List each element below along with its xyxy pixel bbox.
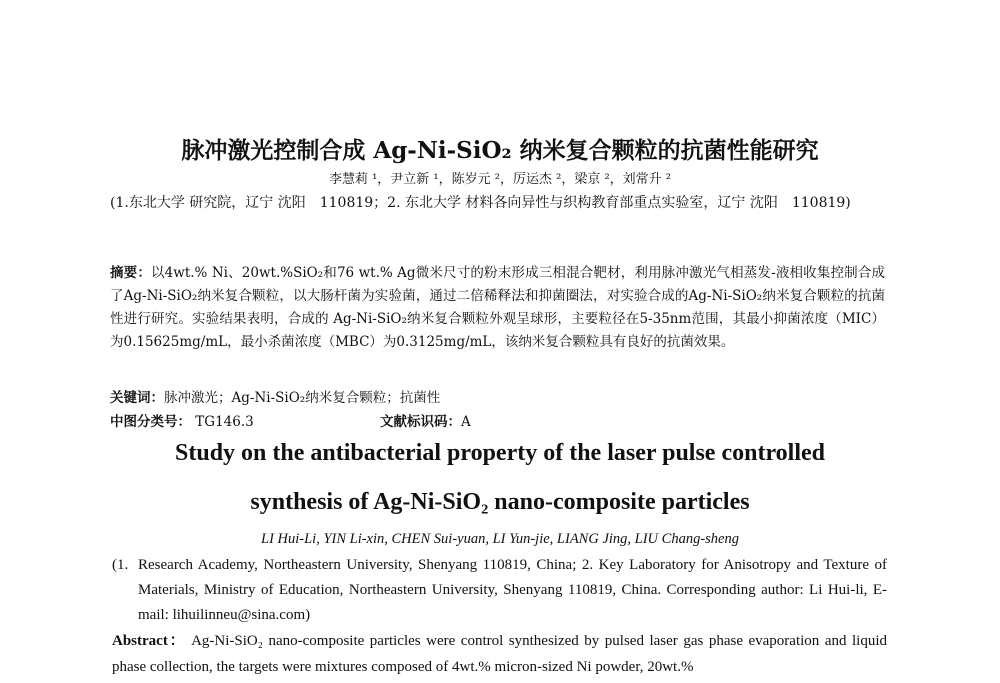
english-title-line-1: Study on the antibacterial property of the laser pulse controlled [175, 440, 825, 466]
document-code-label: 文献标识码： [380, 414, 461, 430]
classification-label: 中图分类号： [110, 414, 191, 430]
english-abstract-text: Ag-Ni-SiO₂ nano-composite particles were control synthesized by pulsed laser gas phase evaporation and liquid phase collection, the targets were mixtures composed of 4wt.% micron-sized Ni powder, 20wt.% [112, 633, 887, 675]
chinese-keywords-label: 关键词： [110, 390, 164, 406]
chinese-abstract-label: 摘要： [110, 265, 152, 281]
english-abstract [112, 628, 887, 680]
english-affiliation [112, 553, 887, 628]
classification-line [110, 410, 810, 430]
chinese-authors: 李慧莉 ¹，尹立新 ¹，陈岁元 ²，厉运杰 ²，梁京 ²，刘常升 ² [328, 172, 672, 187]
document-code [380, 410, 471, 430]
document-code-value: A [461, 414, 471, 430]
english-abstract-label: Abstract： [112, 633, 187, 649]
chinese-keywords [110, 386, 440, 406]
chinese-abstract-text: 以4wt.% Ni、20wt.%SiO₂和76 wt.% Ag微米尺寸的粉末形成三相混合靶材，利用脉冲激光气相蒸发-液相收集控制合成了Ag-Ni-SiO₂纳米复合颗粒，以大肠杆菌为实验菌，通过二倍稀释法和抑菌圈法，对实验合成的Ag-Ni-SiO₂纳米复合颗粒的抗菌性进行研究。实验结果表明，合成的 Ag-Ni-SiO₂纳米复合颗粒外观呈球形，主要粒径在5-35nm范围，其最小抑菌浓度（MIC）为0.15625mg/mL，最小杀菌浓度（MBC）为0.3125mg/mL，该纳米复合颗粒具有良好的抗菌效果。 [110, 265, 886, 350]
classification-value: TG146.3 [195, 414, 254, 430]
english-title-line-2: synthesis of Ag-Ni-SiO₂ nano-composite particles [250, 489, 750, 515]
chinese-keywords-text: 脉冲激光；Ag-Ni-SiO₂纳米复合颗粒；抗菌性 [164, 390, 441, 406]
english-affiliation-number: (1. [112, 557, 129, 573]
chinese-affiliation: (1.东北大学 研究院，辽宁 沈阳 110819；2. 东北大学 材料各向异性与织构教育部重点实验室，辽宁 沈阳 110819) [110, 195, 851, 211]
chinese-title: 脉冲激光控制合成 Ag-Ni-SiO₂ 纳米复合颗粒的抗菌性能研究 [181, 137, 819, 164]
english-authors: LI Hui-Li, YIN Li-xin, CHEN Sui-yuan, LI Yun-jie, LIANG Jing, LIU Chang-sheng [261, 531, 739, 547]
chinese-abstract [110, 262, 885, 354]
english-affiliation-text: Research Academy, Northeastern University, Shenyang 110819, China; 2. Key Laboratory for Anisotropy and Texture of Materials, Ministry of Education, Northeastern University, Shenyang 110819, China. Corresponding author: Li Hui-li, E-mail: lihuilinneu@sina.com) [138, 557, 887, 623]
